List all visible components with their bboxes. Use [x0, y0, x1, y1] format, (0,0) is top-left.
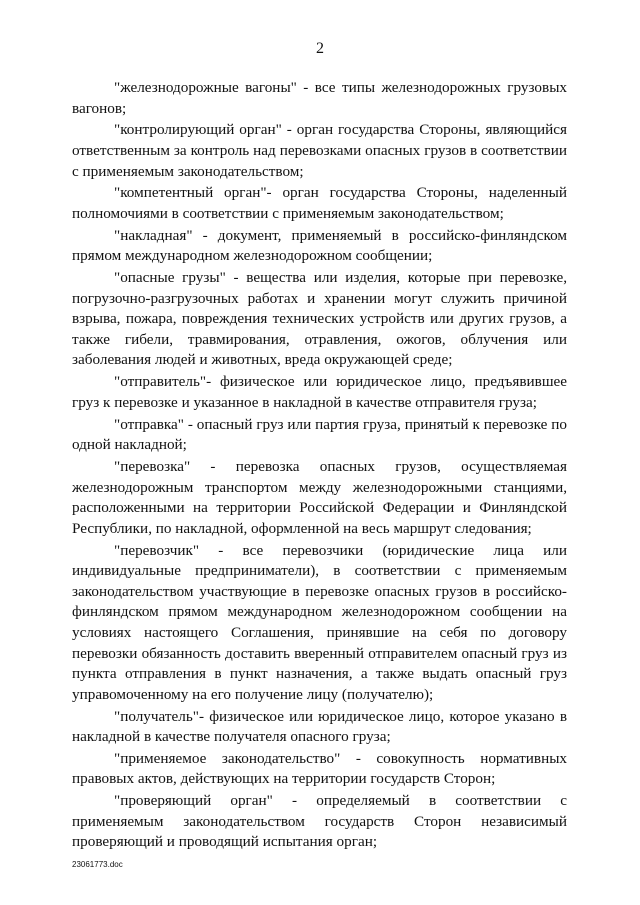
definition-carrier: "перевозчик" - все перевозчики (юридические лица или индивидуальные предприниматели), в соответствии с применяемым законодательством участвующие в перевозке опасных грузов в российско-финляндском прямом международном железнодорожном сообщении на условиях настоящего Соглашения, принявшие на себя по договору перевозки обязанность доставить вверенный отправителем опасный груз из пункта отправления в пункт назначения, а также выдать опасный груз управомоченному на его получение лицу (получателю); [72, 541, 567, 703]
definition-consignor: "отправитель"- физическое или юридическое лицо, предъявившее груз к перевозке и указанное в накладной в качестве отправителя груза; [72, 373, 567, 411]
definition-competent-body: "компетентный орган"- орган государства Стороны, наделенный полномочиями в соответствии с применяемым законодательством; [72, 184, 567, 222]
definition-railway-wagons: "железнодорожные вагоны" - все типы железнодорожных грузовых вагонов; [72, 79, 567, 117]
definition-inspecting-body: "проверяющий орган" - определяемый в соответствии с применяемым законодательством государств Сторон независимый проверяющий и проводящий испытания орган; [72, 792, 567, 851]
definition-applicable-law: "применяемое законодательство" - совокупность нормативных правовых актов, действующих на территории государств Сторон; [72, 749, 567, 788]
definition-waybill: "накладная" - документ, применяемый в российско-финляндском прямом международном железнодорожном сообщении; [72, 226, 567, 265]
file-name-footer: 23061773.doc [72, 860, 123, 869]
definition-consignee: "получатель"- физическое или юридическое лицо, которое указано в накладной в качестве получателя опасного груза; [72, 707, 567, 746]
page-number: 2 [316, 40, 324, 57]
definition-carriage: "перевозка" - перевозка опасных грузов, осуществляемая железнодорожным транспортом между железнодорожными станциями, расположенными на территории Российской Федерации и Финляндской Республики, по накладной, оформленной на весь маршрут следования; [72, 458, 567, 537]
definition-controlling-body: "контролирующий орган" - орган государства Стороны, являющийся ответственным за контроль над перевозками опасных грузов в соответствии с применяемым законодательством; [72, 121, 567, 180]
definition-dangerous-goods: "опасные грузы" - вещества или изделия, которые при перевозке, погрузочно-разгрузочных работах и хранении могут служить причиной взрыва, пожара, повреждения технических устройств или других грузов, а также гибели, травмирования, отравления, ожогов, облучения или заболевания людей и животных, вреда окружающей среде; [72, 269, 567, 369]
definition-consignment: "отправка" - опасный груз или партия груза, принятый к перевозке по одной накладной; [72, 415, 567, 454]
document-body [72, 78, 567, 854]
